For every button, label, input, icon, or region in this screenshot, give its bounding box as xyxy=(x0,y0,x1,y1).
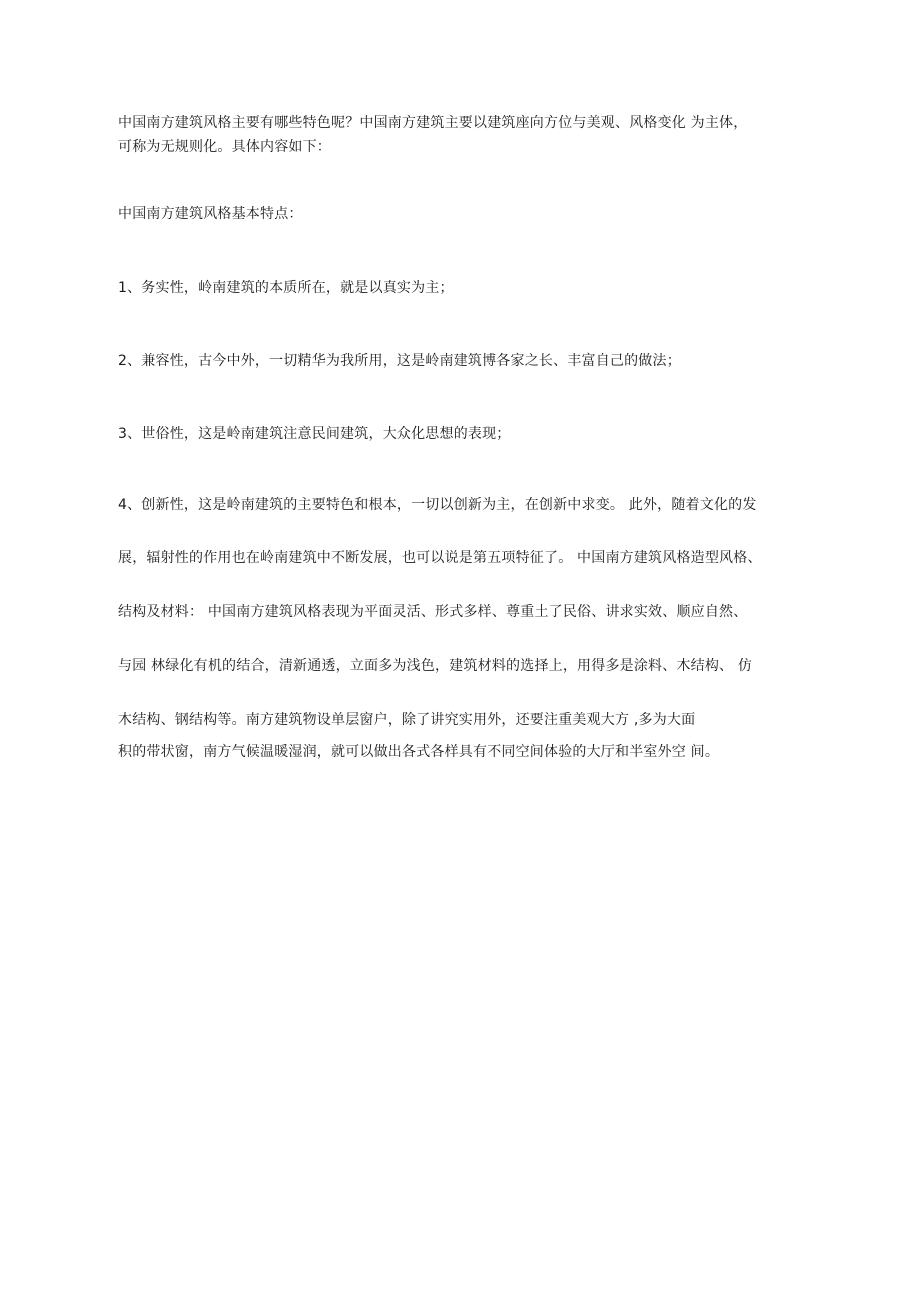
intro-line-1: 中国南方建筑风格主要有哪些特色呢？中国南方建筑主要以建筑座向方位与美观、风格变化 为主体， xyxy=(118,115,748,131)
list-item-3: 3、世俗性，这是岭南建筑注意民间建筑，大众化思想的表现； xyxy=(118,426,511,442)
list-item-4-line-4: 与园 林绿化有机的结合，清新通透，立面多为浅色，建筑材料的选择上，用得多是涂料、木结构、 仿 xyxy=(118,658,753,674)
list-item-1: 1、务实性，岭南建筑的本质所在，就是以真实为主； xyxy=(118,280,454,296)
list-item-4-line-3: 结构及材料： 中国南方建筑风格表现为平面灵活、形式多样、尊重土了民俗、讲求实效、顺应自然、 xyxy=(118,604,748,620)
intro-line-2: 可称为无规则化。具体内容如下： xyxy=(118,139,331,155)
list-item-4-line-1: 4、创新性，这是岭南建筑的主要特色和根本，一切以创新为主，在创新中求变。 此外，随着文化的发 xyxy=(118,497,757,513)
section-heading: 中国南方建筑风格基本特点： xyxy=(118,206,303,222)
list-item-2: 2、兼容性，古今中外，一切精华为我所用，这是岭南建筑博各家之长、丰富自己的做法； xyxy=(118,353,681,369)
list-item-4-line-2: 展，辐射性的作用也在岭南建筑中不断发展，也可以说是第五项特征了。 中国南方建筑风格造型风格、 xyxy=(118,550,762,566)
list-item-4-line-6: 积的带状窗，南方气候温暖湿润，就可以做出各式各样具有不同空间体验的大厅和半室外空 间。 xyxy=(118,744,720,760)
list-item-4-line-5: 木结构、钢结构等。南方建筑物设单层窗户，除了讲究实用外，还要注重美观大方 ,多为大面 xyxy=(118,712,696,728)
